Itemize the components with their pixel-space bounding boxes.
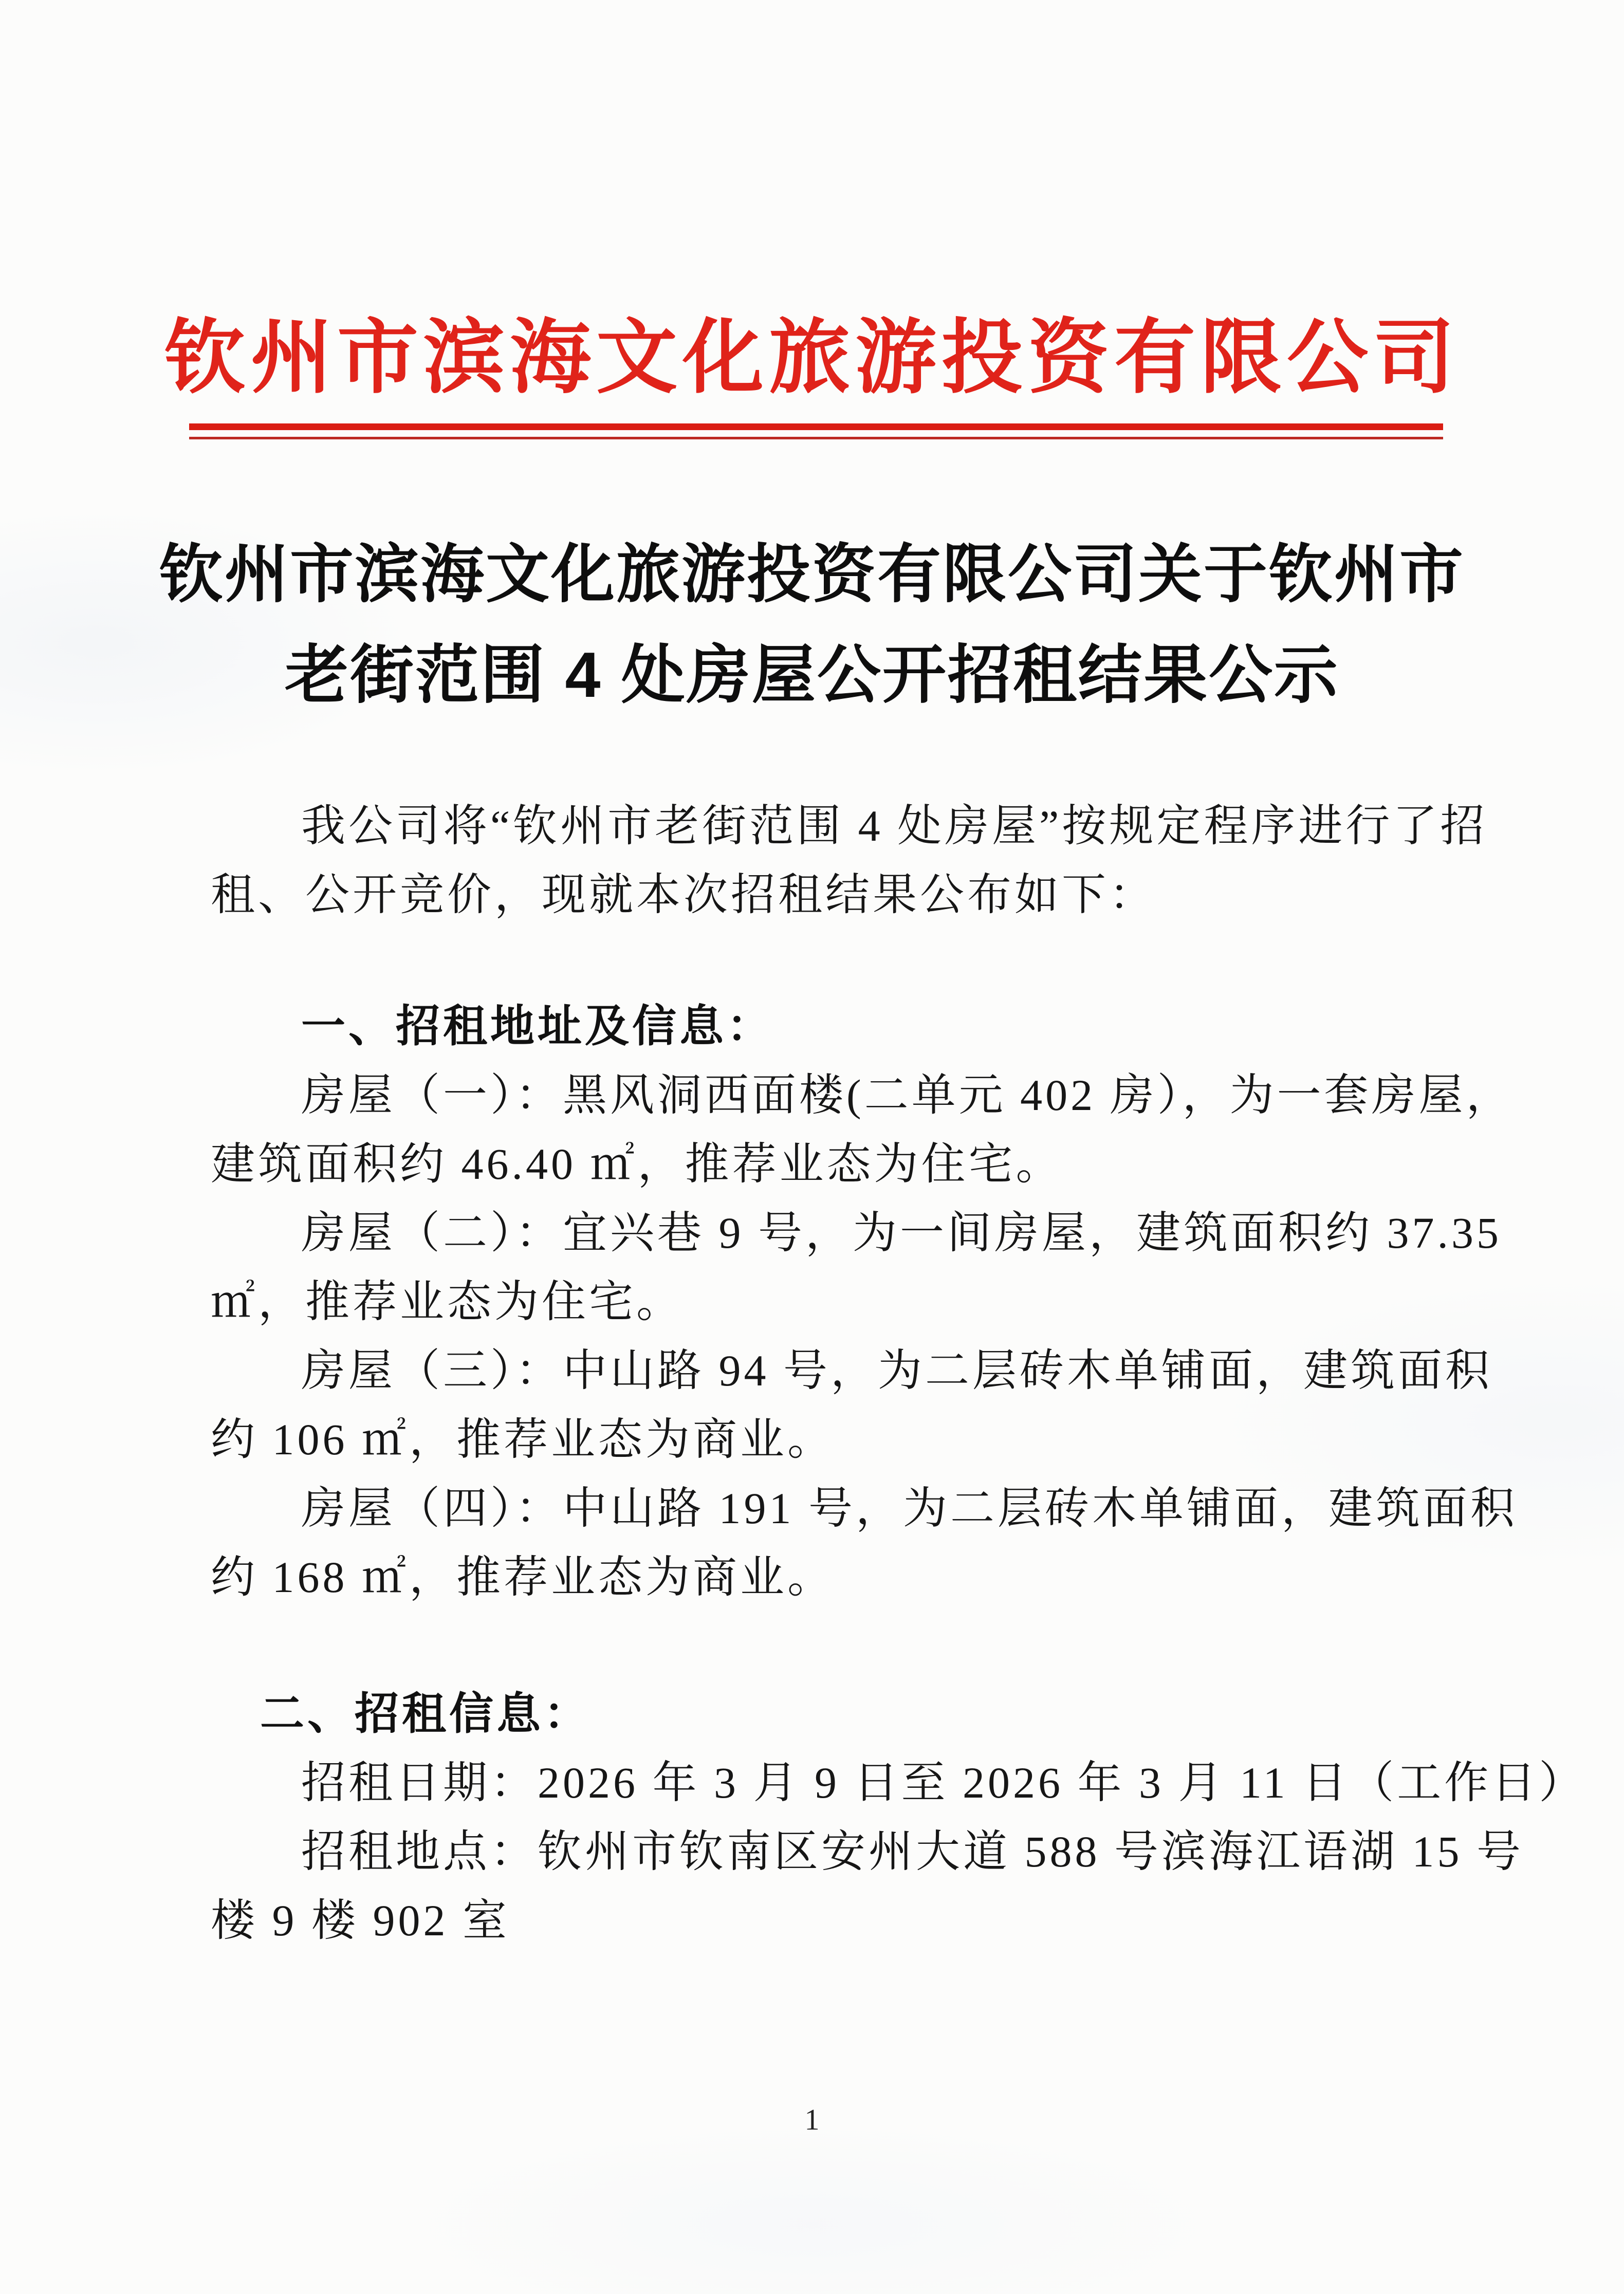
document-body xyxy=(211,791,1586,1955)
section-1-heading: 一、招租地址及信息： xyxy=(301,1002,774,1051)
document-title-line-1: 钦州市滨海文化旅游投资有限公司关于钦州市 xyxy=(159,539,1465,610)
house-3-line-2: 约 106 ㎡，推荐业态为商业。 xyxy=(211,1415,835,1464)
rental-place-line-1: 招租地点：钦州市钦南区安州大道 588 号滨海江语湖 15 号 xyxy=(301,1827,1524,1876)
house-2-line-2: ㎡，推荐业态为住宅。 xyxy=(211,1277,684,1326)
letterhead-rule-thin xyxy=(189,437,1443,439)
letterhead-company-title: 钦州市滨海文化旅游投资有限公司 xyxy=(164,312,1460,403)
rental-date-line: 招租日期：2026 年 3 月 9 日至 2026 年 3 月 11 日（工作日） xyxy=(301,1758,1586,1807)
document-title-line-2: 老街范围 4 处房屋公开招租结果公示 xyxy=(285,640,1339,711)
intro-line-2: 租、公开竞价，现就本次招租结果公布如下： xyxy=(211,870,1156,919)
house-1-line-1: 房屋（一）：黑风洞西面楼(二单元 402 房），为一套房屋， xyxy=(301,1070,1514,1120)
house-4-line-2: 约 168 ㎡，推荐业态为商业。 xyxy=(211,1552,835,1602)
intro-line-1: 我公司将“钦州市老街范围 4 处房屋”按规定程序进行了招 xyxy=(301,801,1488,850)
house-4-line-1: 房屋（四）：中山路 191 号，为二层砖木单铺面，建筑面积 xyxy=(301,1484,1518,1533)
house-2-line-1: 房屋（二）：宜兴巷 9 号，为一间房屋，建筑面积约 37.35 xyxy=(301,1208,1502,1257)
page-number: 1 xyxy=(804,2103,820,2136)
section-2-heading: 二、招租信息： xyxy=(260,1689,591,1738)
house-3-line-1: 房屋（三）：中山路 94 号，为二层砖木单铺面，建筑面积 xyxy=(301,1346,1492,1395)
rental-place-line-2: 楼 9 楼 902 室 xyxy=(211,1896,510,1945)
letterhead-rule-thick xyxy=(189,423,1443,430)
house-1-line-2: 建筑面积约 46.40 ㎡，推荐业态为住宅。 xyxy=(211,1139,1063,1189)
